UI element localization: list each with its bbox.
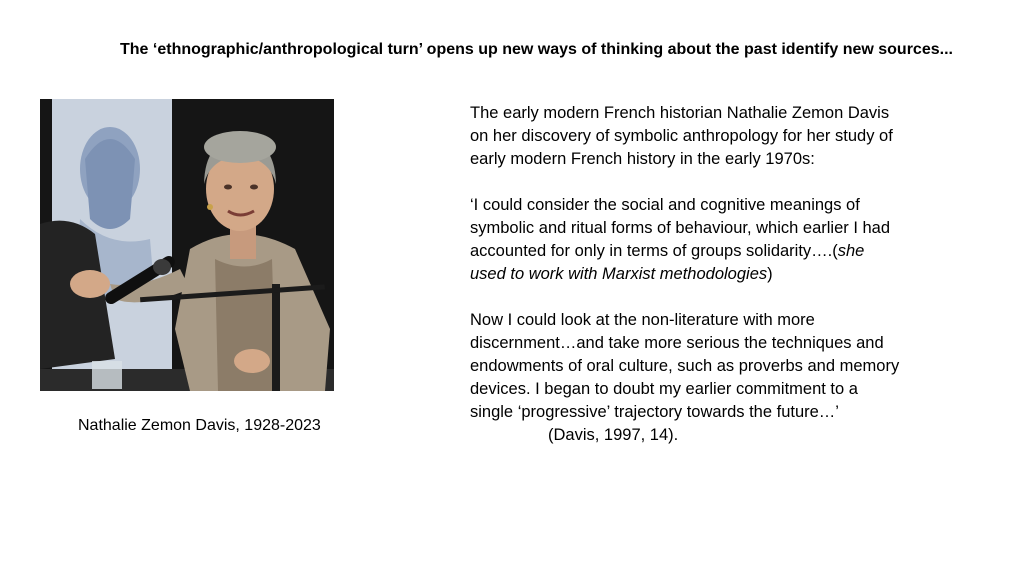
intro-paragraph: The early modern French historian Nathalie Zemon Davis on her discovery of symbolic anthropology for her study of early modern French history in the early 1970s: [470,104,893,168]
portrait-illustration [40,99,334,391]
citation: (Davis, 1997, 14). [548,426,679,444]
quote-paragraph-2: Now I could look at the non-literature with more discernment…and take more serious the techniques and endowments of oral culture, such as proverbs and memory devices. I began to doubt my earlier commitment to a single ‘progressive’ trajectory towards the future…’ [470,311,900,421]
body-text [470,102,900,447]
quote-aside-close: ) [767,265,773,283]
photo-caption: Nathalie Zemon Davis, 1928-2023 [78,417,321,434]
slide-title: The ‘ethnographic/anthropological turn’ opens up new ways of thinking about the past identify new sources... [120,41,953,58]
quote-aside: she used to work with Marxist methodologies [470,242,865,283]
portrait-photo [40,99,334,391]
quote-paragraph-1 [470,194,900,286]
quote-text: ‘I could consider the social and cognitive meanings of symbolic and ritual forms of behaviour, which earlier I had accounted for only in terms of groups solidarity….( [470,196,891,260]
